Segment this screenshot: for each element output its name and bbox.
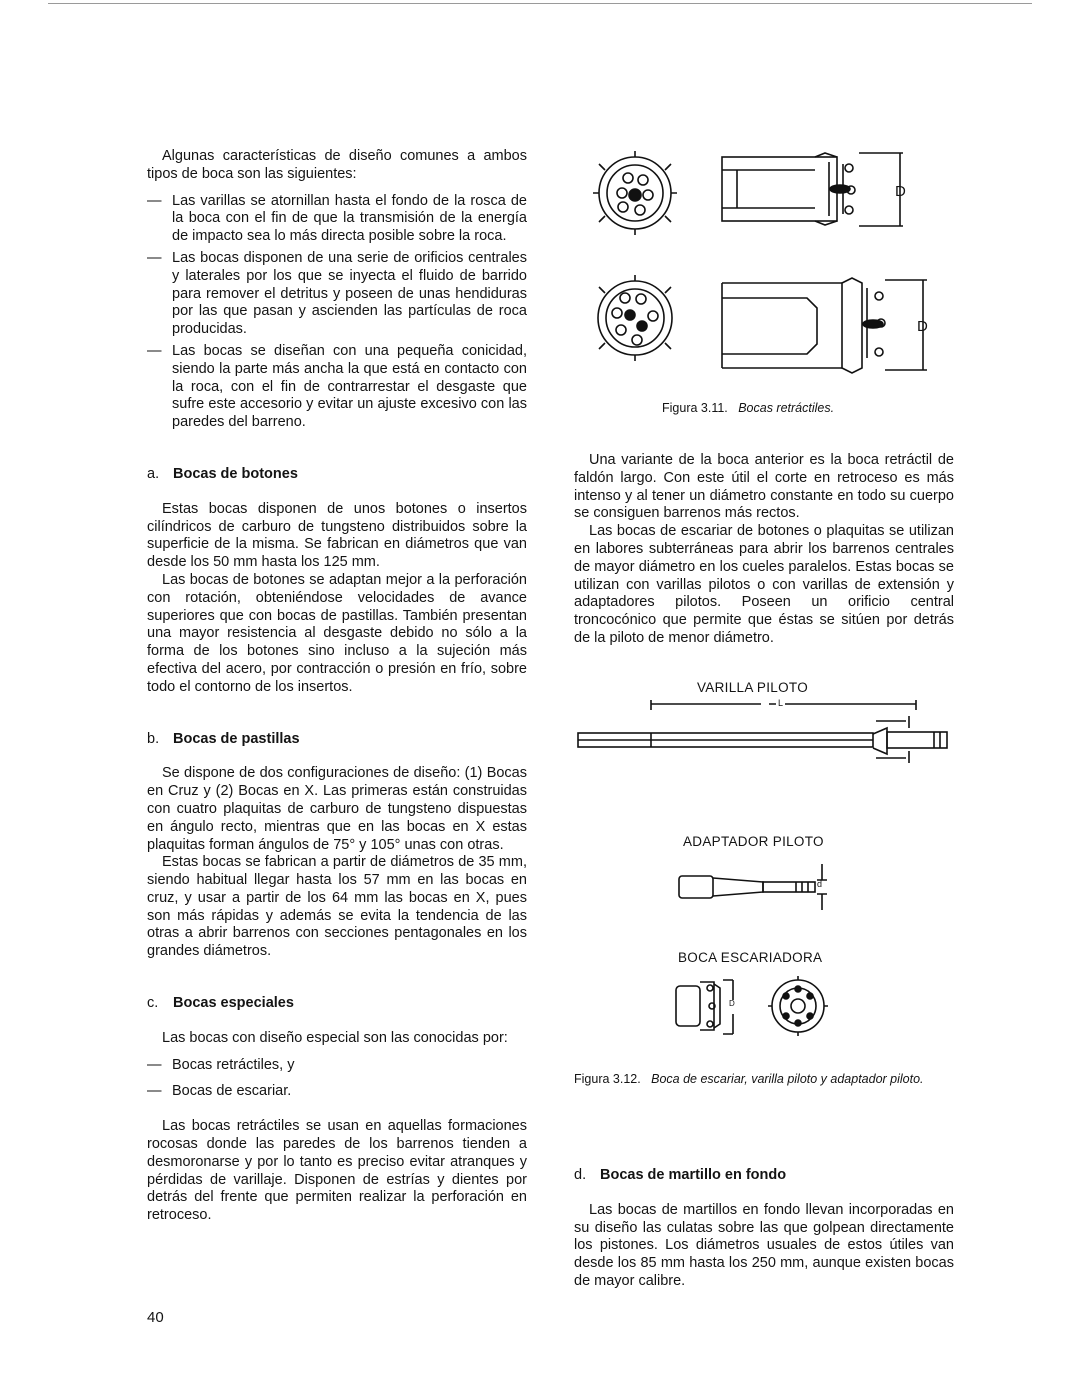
bit-front-view-2 xyxy=(598,275,672,361)
left-column xyxy=(147,148,527,1225)
right-column xyxy=(574,452,954,648)
section-c-paragraph-1: Las bocas con diseño especial son las conocidas por: xyxy=(162,1029,508,1046)
bit-front-view-1 xyxy=(593,151,677,235)
section-d xyxy=(574,1167,954,1291)
section-a-heading: a. Bocas de botones xyxy=(147,465,298,482)
boca-escariadora-drawing xyxy=(670,972,840,1042)
dimension-label-d-bottom: D xyxy=(917,318,929,335)
section-b-heading: b. Bocas de pastillas xyxy=(147,730,300,747)
dimension-label-d-top: D xyxy=(895,183,907,200)
length-label: L xyxy=(778,698,784,708)
list-item: — Bocas de escariar. xyxy=(147,1083,292,1100)
adaptador-piloto-drawing xyxy=(676,860,836,915)
page-top-rule xyxy=(48,3,1032,4)
section-a-paragraph-2: Las bocas de botones se adaptan mejor a la perforación con rotación, obteniéndose velocidades de avance superiores que con bocas de pastillas. También presentan una mayor resistencia al desgaste debido no sólo a la forma de los botones sino incluso a la sujeción más efectiva del acero, por contracción o presión en frío, sobre todo el contorno de los insertos. xyxy=(147,571,527,695)
bit-side-view-2 xyxy=(722,278,927,373)
section-c-paragraph-2: Las bocas retráctiles se usan en aquellas formaciones rocosas donde las paredes de los barrenos tienden a desmoronarse y por lo tanto es preciso evitar atranques y pérdidas de varillaje. Disponen de estrías y dientes por detrás del frente que permiten realizar la perforación en retroceso. xyxy=(147,1118,527,1224)
bullet-item: — Las bocas se diseñan con una pequeña conicidad, siendo la parte más ancha la que está en contacto con la roca, con el fin de contrarrestar el desgaste que sufre este accesorio y evitar un ajuste excesivo con las paredes del barreno. xyxy=(147,342,527,431)
figure-3-11-caption: Figura 3.11. Bocas retráctiles. xyxy=(662,401,835,415)
boca-escariadora-label: BOCA ESCARIADORA xyxy=(678,950,823,965)
section-a-paragraph-1: Estas bocas disponen de unos botones o insertos cilíndricos de carburo de tungsteno distribuidos sobre la superficie de la misma. Se fabrican en diámetros que van desde los 50 mm hasta los 125 mm. xyxy=(147,500,527,571)
adaptador-piloto-label: ADAPTADOR PILOTO xyxy=(683,834,824,849)
varilla-piloto-drawing xyxy=(576,696,956,766)
intro-paragraph: Algunas características de diseño comunes a ambos tipos de boca son las siguientes: xyxy=(147,148,527,182)
list-item: — Bocas retráctiles, y xyxy=(147,1056,295,1073)
section-d-paragraph: Las bocas de martillos en fondo llevan incorporadas en su diseño las culatas sobre las que golpean directamente los pistones. Los diámetros usuales de estos útiles van desde los 85 mm hasta los 250 mm, aunque existen bocas de mayor calibre. xyxy=(574,1201,954,1289)
varilla-piloto-label: VARILLA PILOTO xyxy=(697,680,809,695)
page-number: 40 xyxy=(147,1309,164,1326)
bit-side-view-1 xyxy=(722,153,903,226)
section-b-paragraph-2: Estas bocas se fabrican a partir de diámetros de 35 mm, siendo habitual llegar hasta los 57 mm en las bocas en cruz, y usar a partir de los 64 mm las bocas en X, pues son más rápidas y además se evita la tendencia de las otras a abrir barrenos con secciones pentagonales en los grandes diámetros. xyxy=(147,854,527,960)
figure-3-12-caption: Figura 3.12. Boca de escariar, varilla piloto y adaptador piloto. xyxy=(574,1072,924,1086)
big-d-label: D xyxy=(729,999,736,1008)
bullet-item: — Las varillas se atornillan hasta el fondo de la rosca de la boca con el fin de que la transmisión de la energía de impacto sea lo más directa posible sobre la roca. xyxy=(147,192,527,245)
bullet-item: — Las bocas disponen de una serie de orificios centrales y laterales por los que se inyecta el fluido de barrido para remover el detritus y poseen de unas hendiduras por las que pasan y ascienden las partículas de roca producidas. xyxy=(147,249,527,338)
right-paragraph-2: Las bocas de escariar de botones o plaquitas se utilizan en labores subterráneas para abrir los barrenos centrales de mayor diámetro en los cueles paralelos. Estas bocas se utilizan con varillas pilotos o con varillas de extensión y adaptadores pilotos. Poseen un orificio central troncocónico que permite que éstas se sitúen por detrás de la piloto de menor diámetro. xyxy=(574,523,954,646)
right-paragraph-1: Una variante de la boca anterior es la boca retráctil de faldón largo. Con este útil el corte en retroceso es más intenso y al tener un diámetro constante en todo su cuerpo se consiguen barrenos más rectos. xyxy=(574,452,954,522)
section-d-heading: d. Bocas de martillo en fondo xyxy=(574,1167,787,1183)
section-c-heading: c. Bocas especiales xyxy=(147,995,294,1012)
small-d-label: d xyxy=(817,879,823,889)
section-b-paragraph-1: Se dispone de dos configuraciones de diseño: (1) Bocas en Cruz y (2) Bocas en X. Las primeras están construidas con cuatro plaquitas de carburo de tungsteno dispuestas en ángulo recto, mientras que en las bocas en X estas plaquitas forman ángulos de 75° y 105° unas con otras. xyxy=(147,765,527,853)
